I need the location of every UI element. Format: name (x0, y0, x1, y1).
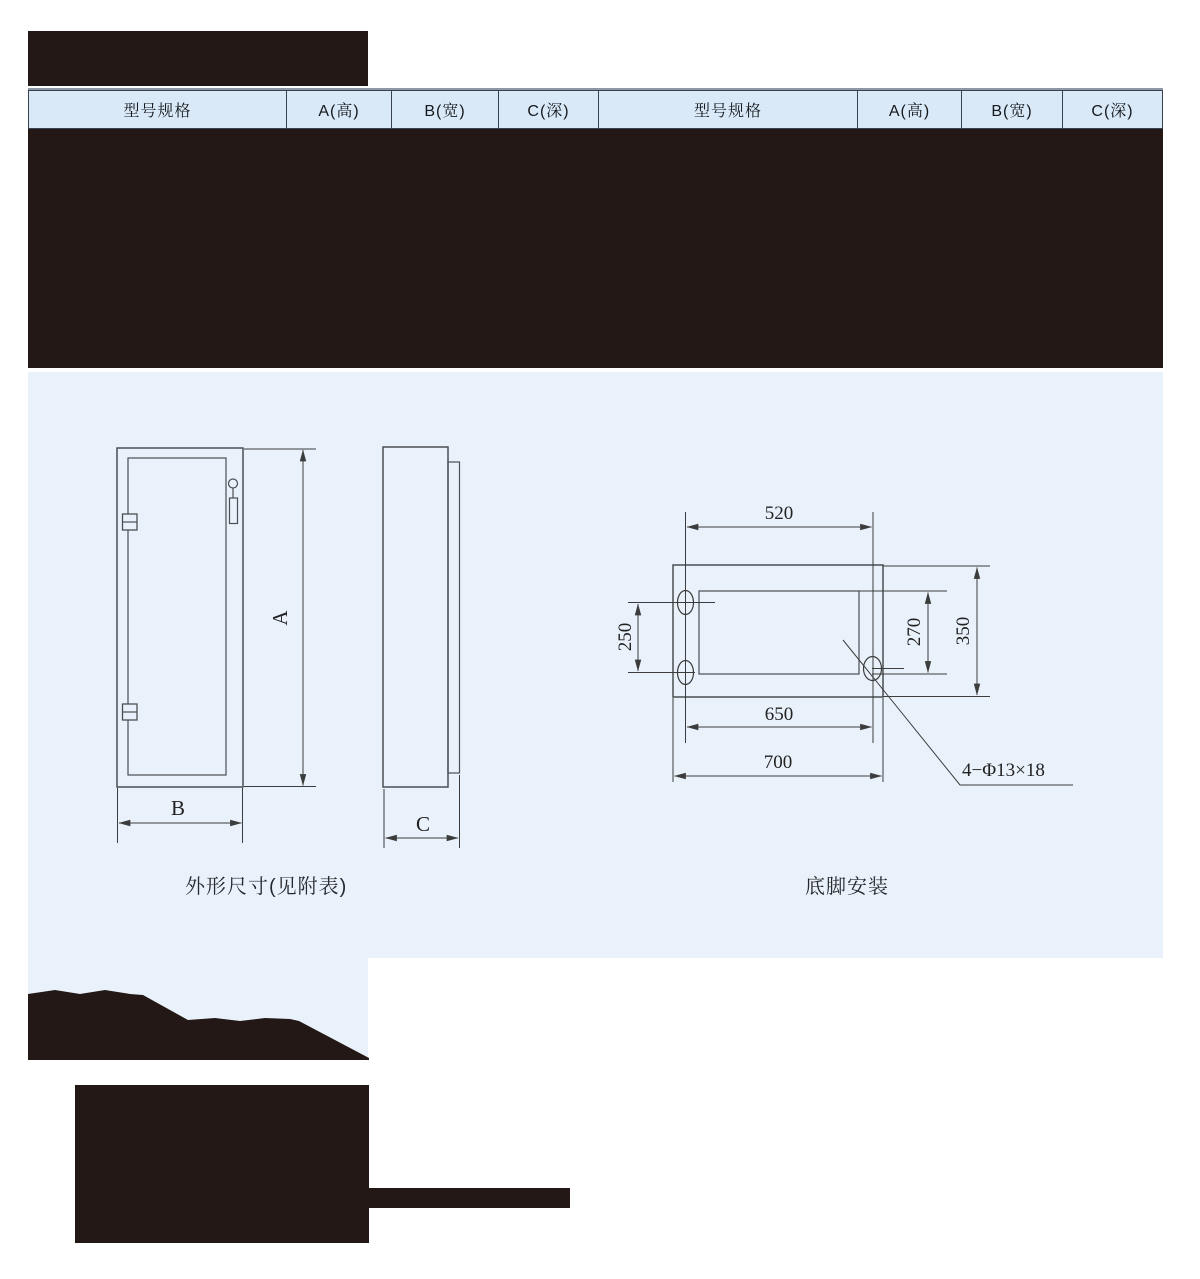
redacted-bottom-block (75, 1085, 369, 1243)
cabinet-door-outline (128, 458, 226, 775)
col-header-depth-1: C(深) (499, 90, 599, 129)
dim-C-label: C (415, 812, 431, 836)
col-header-width-1: B(宽) (392, 90, 499, 129)
caption-base-mounting: 底脚安装 (805, 876, 889, 898)
lock-knob-icon (229, 479, 238, 488)
caption-outline-dimensions: 外形尺寸(见附表) (185, 876, 348, 898)
col-header-depth-2: C(深) (1063, 90, 1163, 129)
dim-650-label: 650 (764, 704, 794, 725)
base-mount-view (615, 503, 1073, 785)
cabinet-outer-outline (117, 448, 243, 787)
col-header-height-2: A(高) (858, 90, 962, 129)
lock-body (230, 498, 238, 524)
redacted-bottom-bar (369, 1188, 570, 1208)
col-header-model-2: 型号规格 (599, 90, 858, 129)
side-body-outline (383, 447, 448, 787)
redacted-heading-block (28, 990, 369, 1060)
col-header-model-1: 型号规格 (28, 90, 287, 129)
dim-270-label: 270 (904, 617, 925, 647)
dim-520-label: 520 (764, 503, 794, 524)
dim-250-label: 250 (615, 622, 636, 652)
front-view (117, 448, 316, 843)
hole-note-label: 4−Φ13×18 (962, 760, 1045, 781)
side-door-edge (448, 462, 460, 773)
col-header-height-1: A(高) (287, 90, 392, 129)
col-header-width-2: B(宽) (962, 90, 1063, 129)
base-inner-outline (699, 591, 859, 674)
side-view (383, 447, 460, 848)
dim-700-label: 700 (763, 752, 793, 773)
base-outer-outline (673, 565, 883, 697)
dim-B-label: B (170, 796, 186, 820)
dim-350-label: 350 (953, 616, 974, 646)
dim-A-label: A (268, 610, 292, 626)
